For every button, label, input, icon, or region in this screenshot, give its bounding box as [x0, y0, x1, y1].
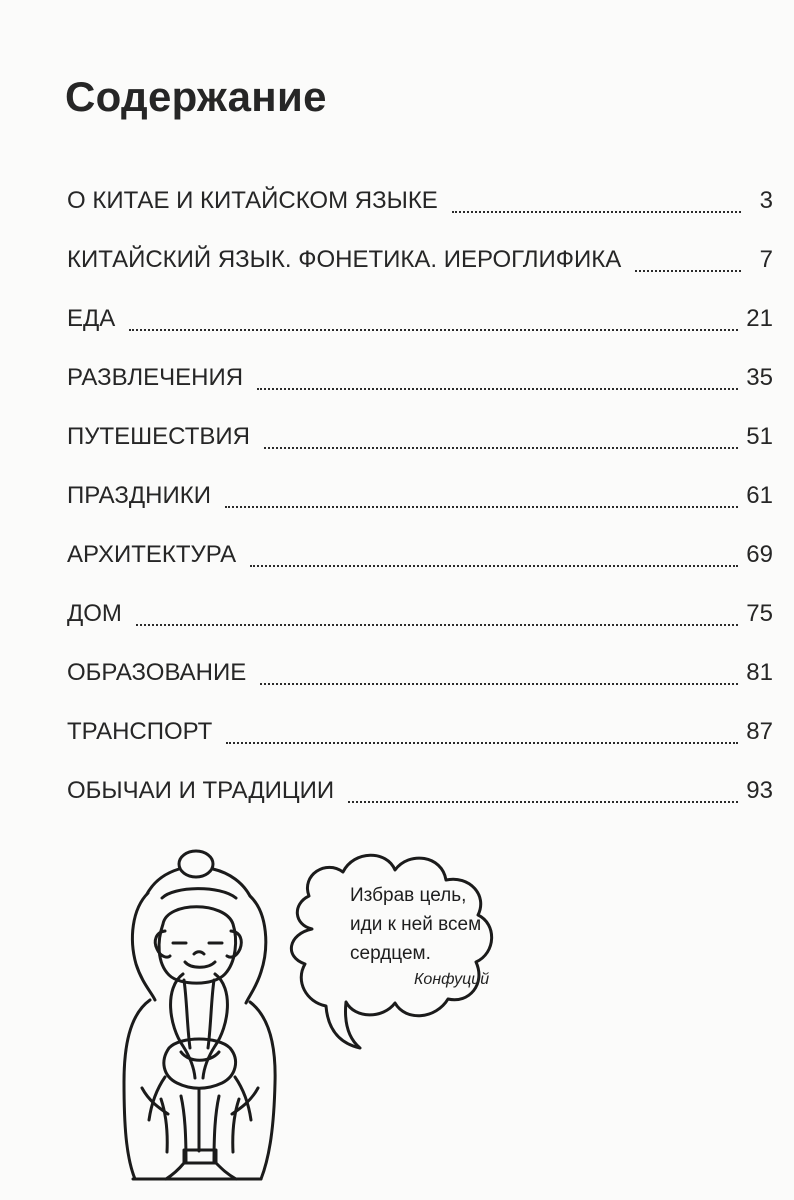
confucius-quote — [350, 881, 530, 968]
dot-leader — [129, 329, 738, 331]
toc-item-label: ОБРАЗОВАНИЕ — [67, 659, 247, 686]
confucius-cartoon-icon — [124, 851, 275, 1179]
dot-leader — [225, 506, 738, 508]
toc-item[interactable] — [67, 171, 773, 230]
dot-leader — [226, 742, 738, 744]
dot-leader — [635, 270, 741, 272]
contents-list — [67, 171, 773, 820]
toc-item[interactable] — [67, 525, 773, 584]
toc-item[interactable] — [67, 643, 773, 702]
quote-line: Избрав цель, — [350, 885, 467, 906]
toc-item[interactable] — [67, 761, 773, 820]
toc-item[interactable] — [67, 584, 773, 643]
toc-item[interactable] — [67, 466, 773, 525]
page-title: Содержание — [65, 73, 327, 120]
dot-leader — [257, 388, 738, 390]
toc-item[interactable] — [67, 230, 773, 289]
quote-line: иди к ней всем — [350, 914, 482, 935]
toc-item-label: О КИТАЕ И КИТАЙСКОМ ЯЗЫКЕ — [67, 187, 438, 214]
dot-leader — [250, 565, 738, 567]
toc-item[interactable] — [67, 407, 773, 466]
toc-item-page-number: 69 — [746, 541, 773, 568]
toc-item-page-number: 7 — [759, 246, 773, 273]
toc-item-page-number: 81 — [746, 659, 773, 686]
toc-item[interactable] — [67, 348, 773, 407]
toc-item-page-number: 87 — [746, 718, 773, 745]
toc-item-page-number: 61 — [746, 482, 773, 509]
toc-item-label: ТРАНСПОРТ — [67, 718, 213, 745]
toc-item-page-number: 51 — [746, 423, 773, 450]
toc-item-page-number: 93 — [746, 777, 773, 804]
toc-item[interactable] — [67, 702, 773, 761]
toc-item-label: ДОМ — [67, 600, 122, 627]
toc-item-page-number: 3 — [759, 187, 773, 214]
toc-item-label: РАЗВЛЕЧЕНИЯ — [67, 364, 244, 391]
toc-item[interactable] — [67, 289, 773, 348]
quote-author: Конфуций — [414, 971, 490, 988]
toc-item-label: АРХИТЕКТУРА — [67, 541, 237, 568]
toc-item-page-number: 75 — [746, 600, 773, 627]
toc-item-label: ПУТЕШЕСТВИЯ — [67, 423, 250, 450]
dot-leader — [260, 683, 738, 685]
dot-leader — [452, 211, 741, 213]
toc-item-label: КИТАЙСКИЙ ЯЗЫК. ФОНЕТИКА. ИЕРОГЛИФИКА — [67, 246, 622, 273]
dot-leader — [264, 447, 738, 449]
quote-line: сердцем. — [350, 943, 431, 964]
toc-item-label: ПРАЗДНИКИ — [67, 482, 211, 509]
dot-leader — [136, 624, 738, 626]
toc-item-label: ЕДА — [67, 305, 116, 332]
toc-item-label: ОБЫЧАИ И ТРАДИЦИИ — [67, 777, 335, 804]
toc-item-page-number: 35 — [746, 364, 773, 391]
dot-leader — [348, 801, 738, 803]
toc-item-page-number: 21 — [746, 305, 773, 332]
